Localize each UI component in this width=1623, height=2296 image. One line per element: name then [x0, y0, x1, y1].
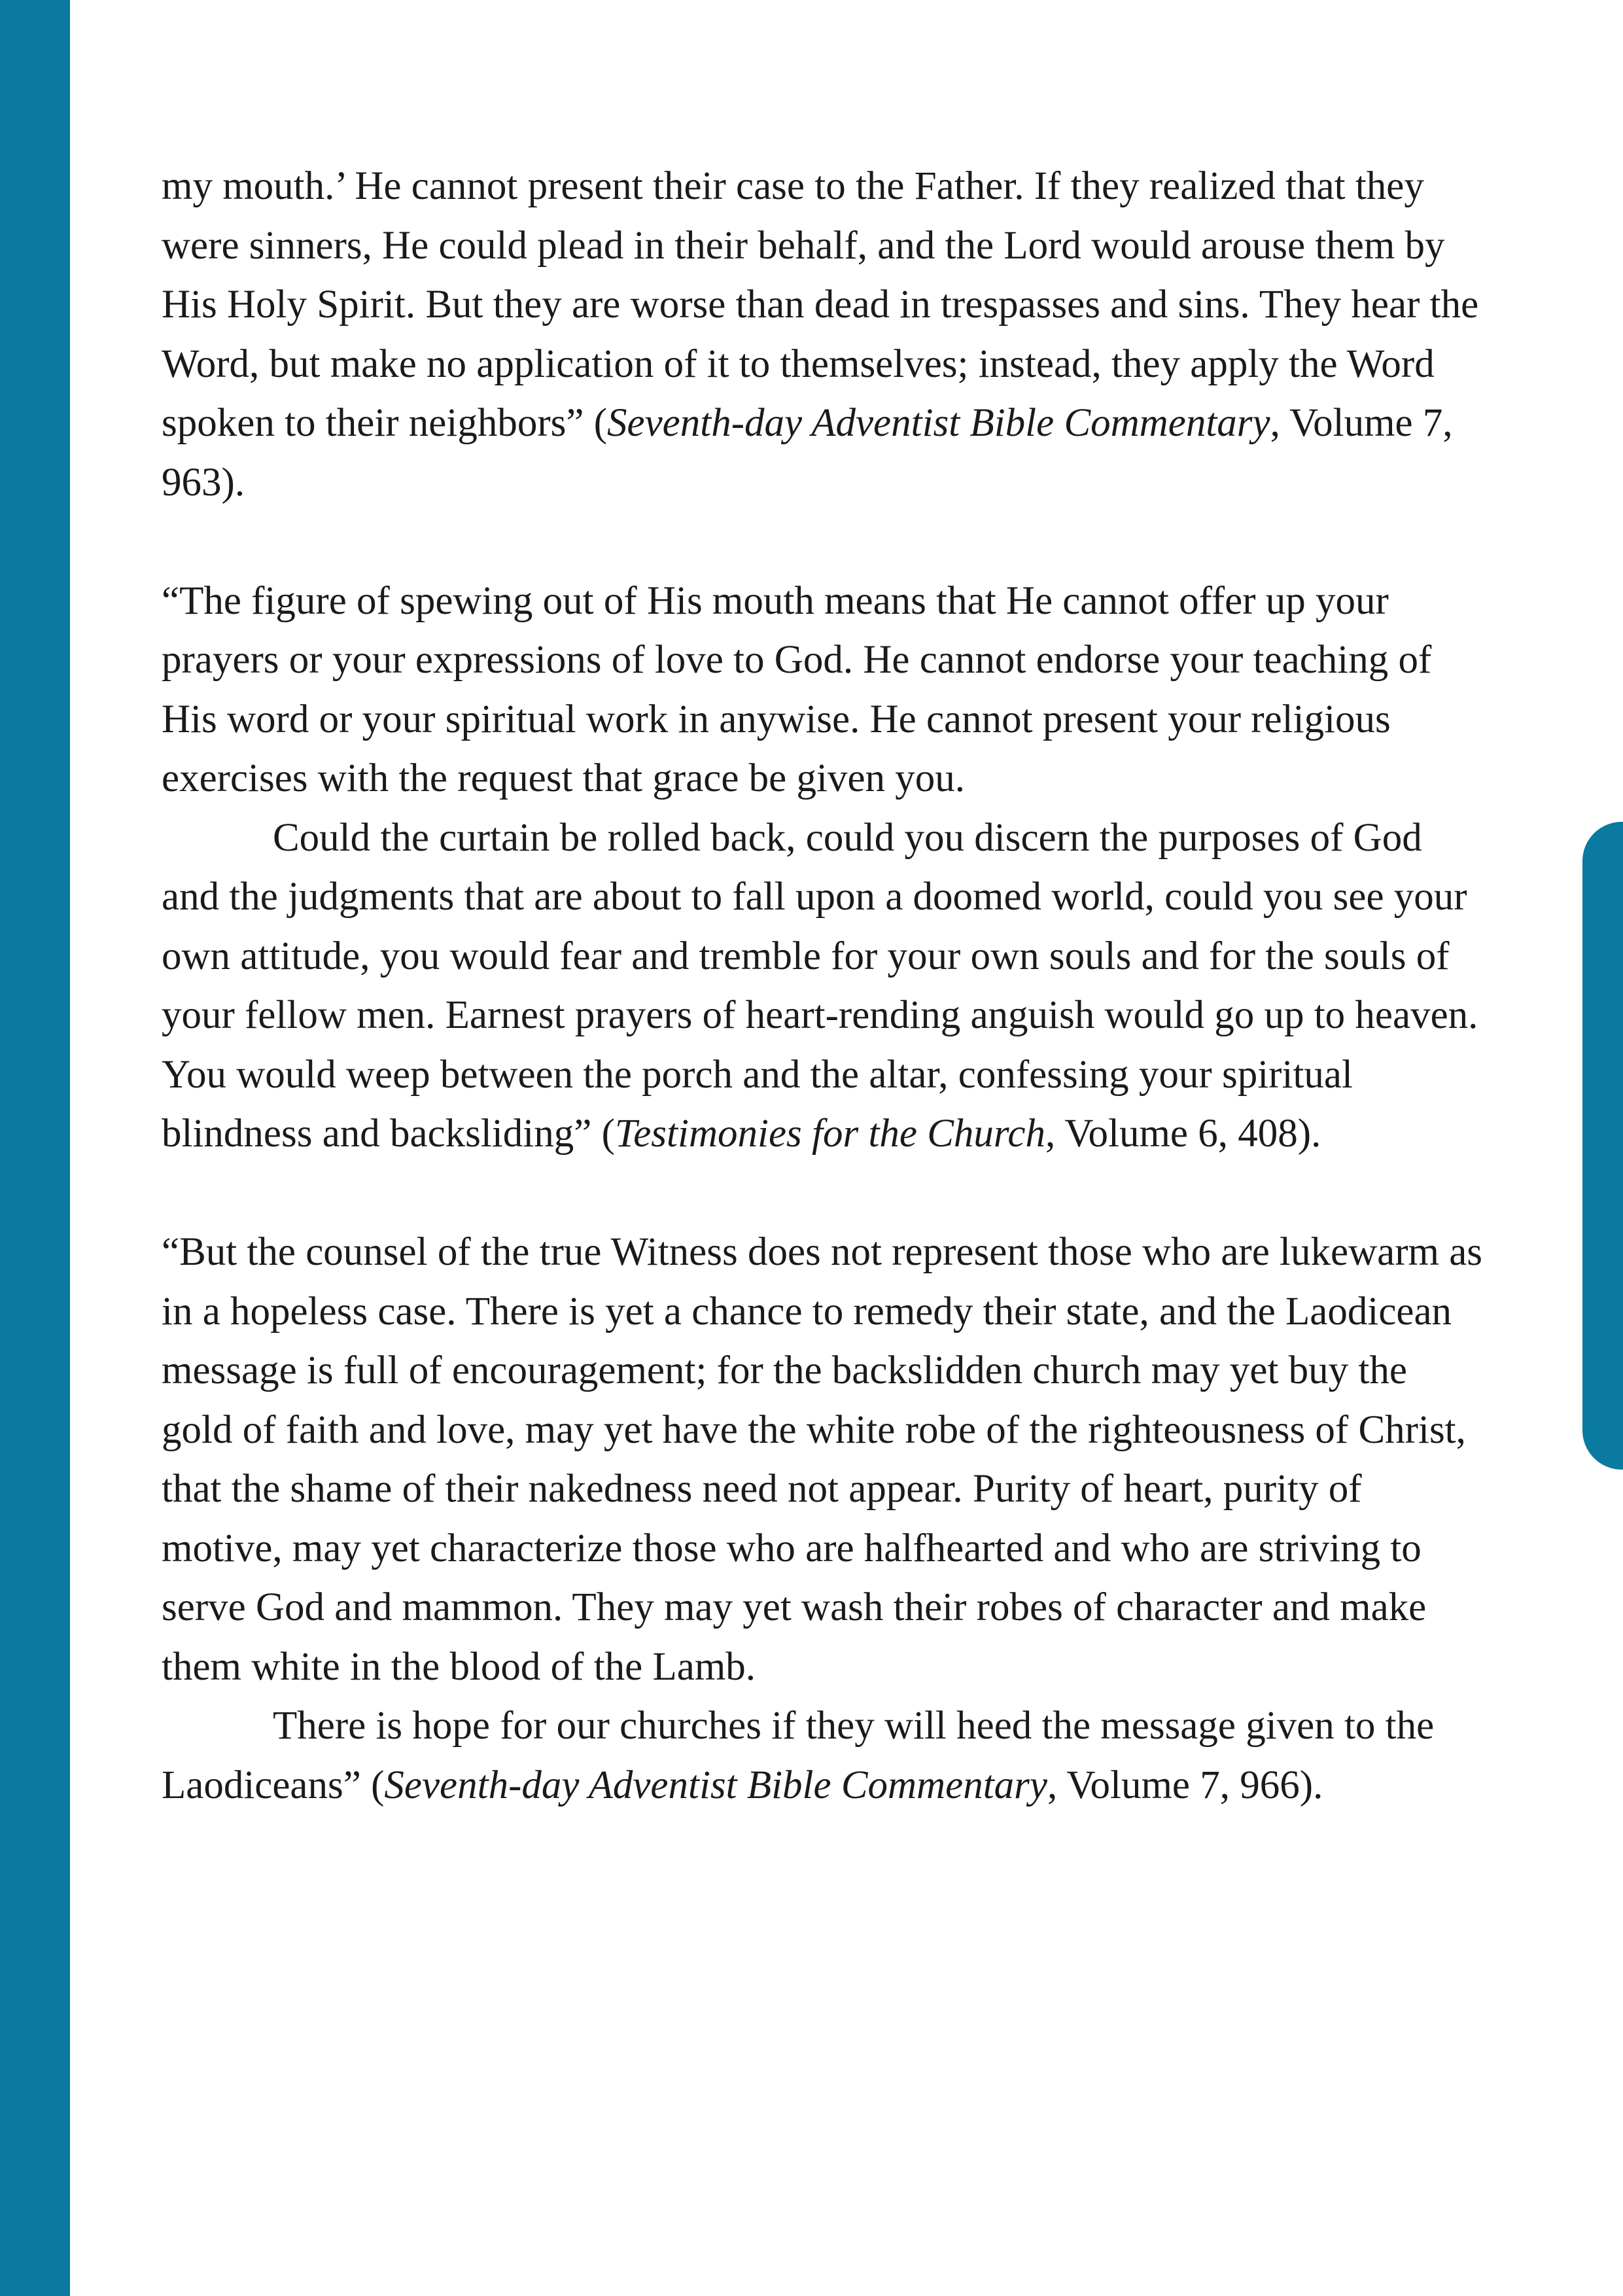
paragraph-3-source: Testimonies for the Church [614, 1112, 1045, 1156]
paragraph-spacer [162, 1164, 1483, 1224]
paragraph-5-text: There is hope for our churches if they will heed the message given to the Laodiceans” ( [162, 1704, 1435, 1807]
paragraph-2 [162, 572, 1483, 809]
left-margin-bar [0, 0, 70, 2296]
paragraph-3 [162, 809, 1483, 1164]
paragraph-1-tail: , Volume 7, 963). [162, 401, 1453, 504]
chapter-side-tab [1582, 822, 1623, 1470]
paragraph-2-text: “The figure of spewing out of His mouth means that He cannot offer up your prayers or your expressions of love to God. He cannot endorse your teaching of His word or your spiritual work in anywise. He cannot present your religious exercises with the request that grace be given you. [162, 578, 1432, 800]
paragraph-3-tail: , Volume 6, 408). [1045, 1112, 1321, 1156]
body-text [162, 157, 1483, 1815]
paragraph-4 [162, 1223, 1483, 1697]
paragraph-spacer [162, 512, 1483, 572]
paragraph-1-source: Seventh-day Adventist Bible Commentary [607, 401, 1270, 445]
paragraph-3-text: Could the curtain be rolled back, could you discern the purposes of God and the judgments that are about to fall upon a doomed world, could you see your own attitude, you would fear and tremble for your own souls and for the souls of your fellow men. Earnest prayers of heart-rending anguish would go up to heaven. You would weep between the porch and the altar, confessing your spiritual blindness and backsliding” ( [162, 815, 1478, 1156]
paragraph-5 [162, 1697, 1483, 1815]
paragraph-1 [162, 157, 1483, 512]
paragraph-5-source: Seventh-day Adventist Bible Commentary [384, 1763, 1047, 1807]
paragraph-4-text: “But the counsel of the true Witness does not represent those who are lukewarm as in a hopeless case. There is yet a chance to remedy their state, and the Laodicean message is full of encouragement; for the backslidden church may yet buy the gold of faith and love, may yet have the white robe of the righteousness of Christ, that the shame of their nakedness need not appear. Purity of heart, purity of motive, may yet characterize those who are halfhearted and who are striving to serve God and mammon. They may yet wash their robes of character and make them white in the blood of the Lamb. [162, 1230, 1483, 1689]
paragraph-1-text: my mouth.’ He cannot present their case to the Father. If they realized that they were sinners, He could plead in their behalf, and the Lord would arouse them by His Holy Spirit. But they are worse than dead in trespasses and sins. They hear the Word, but make no application of it to themselves; instead, they apply the Word spoken to their neighbors” ( [162, 164, 1479, 445]
paragraph-5-tail: , Volume 7, 966). [1047, 1763, 1323, 1807]
